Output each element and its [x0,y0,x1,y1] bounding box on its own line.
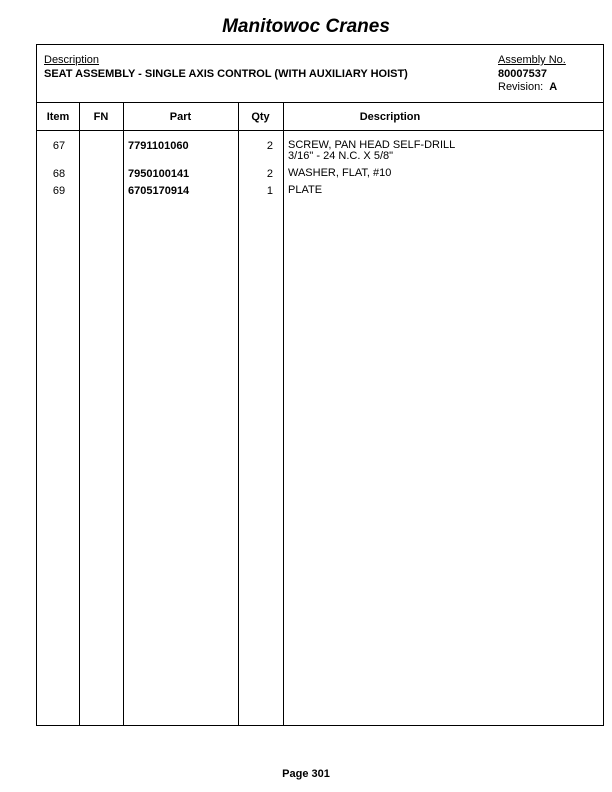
part-description-line: 3/16" - 24 N.C. X 5/8" [288,150,394,162]
item-number: 68 [52,168,66,180]
assembly-header [37,45,603,103]
page-number: Page 301 [282,768,330,780]
item-number: 67 [52,140,66,152]
item-number: 69 [52,185,66,197]
document-title: Manitowoc Cranes [222,16,390,37]
assembly-number: 80007537 [498,68,547,80]
column-divider [123,103,124,725]
part-number: 7791101060 [128,140,189,152]
part-description: PLATE [288,184,323,196]
description-label: Description [44,54,100,66]
assembly-description: SEAT ASSEMBLY - SINGLE AXIS CONTROL (WITH AUXILIARY HOIST) [44,68,408,80]
column-divider [283,103,284,725]
column-header-description: Description [359,111,421,123]
quantity: 1 [266,185,273,197]
column-header-item: Item [46,111,70,123]
revision-label: Revision: [498,81,544,93]
quantity: 2 [266,168,273,180]
column-header-fn: FN [93,111,109,123]
assembly-number-label: Assembly No. [498,54,566,66]
revision-value: A [549,81,558,93]
part-number: 6705170914 [128,185,190,197]
table-header [37,103,603,131]
quantity: 2 [266,140,273,152]
part-description [288,140,455,162]
parts-list-frame [36,44,604,726]
revision-line [498,81,557,93]
part-number: 7950100141 [128,168,190,180]
part-description-line: SCREW, PAN HEAD SELF-DRILL [288,139,456,151]
part-description: WASHER, FLAT, #10 [288,167,392,179]
column-header-part: Part [169,111,192,123]
column-header-qty: Qty [251,111,270,123]
